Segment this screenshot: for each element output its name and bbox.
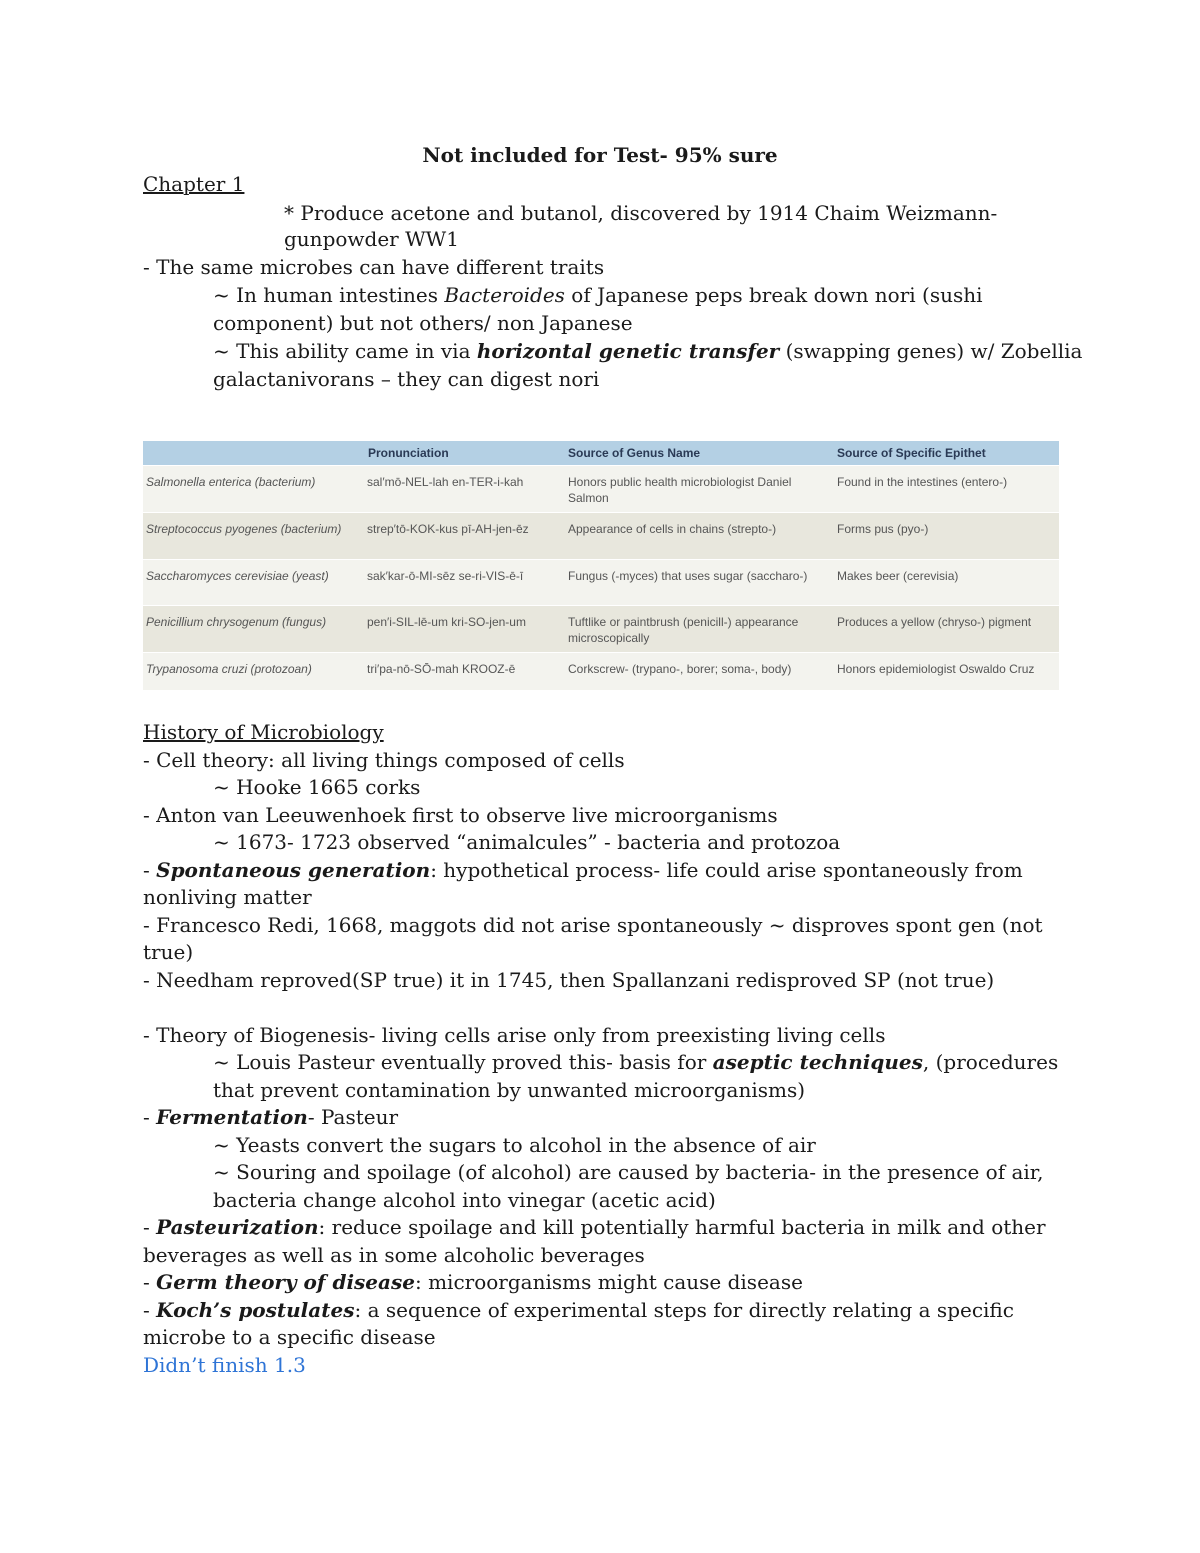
- table-row: [143, 652, 1059, 691]
- text-span: -: [143, 1270, 157, 1294]
- text-line: component) but not others/ non Japanese: [213, 311, 633, 335]
- table-cell: sal′mō-NEL-lah en-TER-i-kah: [367, 475, 524, 489]
- progress-note: Didn’t finish 1.3: [143, 1353, 306, 1377]
- text-span: ~ Louis Pasteur eventually proved this- basis for: [213, 1050, 713, 1074]
- key-term: Germ theory of disease: [156, 1270, 415, 1294]
- text-span: ~ In human intestines: [213, 283, 445, 307]
- table-cell: Produces a yellow (chryso-) pigment: [837, 615, 1032, 629]
- table-cell: Appearance of cells in chains (strepto-): [568, 522, 777, 536]
- table-cell: Honors epidemiologist Oswaldo Cruz: [837, 662, 1035, 676]
- table-cell: pen′i-SIL-lē-um kri-SO-jen-um: [367, 615, 526, 629]
- italic-term: Bacteroides: [444, 283, 565, 307]
- table-cell: Trypanosoma cruzi (protozoan): [146, 662, 312, 676]
- page-title: Not included for Test- 95% sure: [422, 143, 778, 167]
- text-span: , (procedures: [922, 1050, 1059, 1074]
- key-term: aseptic techniques: [712, 1050, 923, 1074]
- text-line: nonliving matter: [143, 885, 312, 909]
- table-cell: sak′kar-ō-MI-sēz se-ri-VIS-ē-ī: [367, 569, 524, 583]
- text-line: microbe to a specific disease: [143, 1325, 436, 1349]
- text-line: [143, 1296, 1014, 1324]
- table-cell: Makes beer (cerevisia): [837, 569, 959, 583]
- text-span: of Japanese peps break down nori (sushi: [564, 283, 983, 307]
- text-line: that prevent contamination by unwanted microorganisms): [213, 1078, 806, 1102]
- table-header: [143, 441, 1059, 465]
- text-span: -: [143, 1298, 157, 1322]
- text-span: - Pasteur: [307, 1105, 399, 1129]
- text-line: - The same microbes can have different traits: [143, 255, 605, 279]
- key-term: horizontal genetic transfer: [476, 339, 780, 363]
- text-line: [143, 856, 1023, 884]
- table-cell: Salmonella enterica (bacterium): [146, 475, 316, 489]
- table-cell: Forms pus (pyo-): [837, 522, 929, 536]
- text-line: [143, 1213, 1046, 1241]
- text-span: : hypothetical process- life could arise spontaneously from: [430, 858, 1023, 882]
- table-cell: Saccharomyces cerevisiae (yeast): [146, 569, 329, 583]
- key-term: Pasteurization: [156, 1215, 319, 1239]
- text-line: galactanivorans – they can digest nori: [213, 367, 600, 391]
- text-line: [213, 1048, 1058, 1076]
- text-span: -: [143, 1105, 157, 1129]
- text-line: - Cell theory: all living things composed of cells: [143, 748, 625, 772]
- text-line: true): [143, 940, 194, 964]
- organism-table: [143, 441, 1059, 690]
- table-cell: Penicillium chrysogenum (fungus): [146, 615, 327, 629]
- column-header: Source of Genus Name: [568, 446, 701, 460]
- table-cell: Honors public health microbiologist Daniel Salmon: [568, 475, 792, 505]
- text-span: (swapping genes) w/ Zobellia: [779, 339, 1083, 363]
- column-header: Source of Specific Epithet: [837, 446, 986, 460]
- text-line: - Anton van Leeuwenhoek first to observe live microorganisms: [143, 803, 778, 827]
- text-line: [143, 1103, 398, 1131]
- text-line: ~ Hooke 1665 corks: [213, 775, 421, 799]
- text-line: ~ Yeasts convert the sugars to alcohol in the absence of air: [213, 1133, 816, 1157]
- text-line: - Needham reproved(SP true) it in 1745, then Spallanzani redisproved SP (not true): [143, 968, 995, 992]
- text-line: beverages as well as in some alcoholic beverages: [143, 1243, 645, 1267]
- column-header: Pronunciation: [368, 446, 449, 460]
- table-cell: Found in the intestines (entero-): [837, 475, 1008, 489]
- text-line: * Produce acetone and butanol, discovered by 1914 Chaim Weizmann-: [284, 201, 998, 225]
- text-line: ~ 1673- 1723 observed “animalcules” - bacteria and protozoa: [213, 830, 841, 854]
- table-row: [143, 512, 1059, 560]
- table-row: [143, 465, 1059, 513]
- table-cell: strep′tō-KOK-kus pī-AH-jen-ēz: [367, 522, 529, 536]
- text-line: bacteria change alcohol into vinegar (acetic acid): [213, 1188, 716, 1212]
- table-cell: Tuftlike or paintbrush (penicill-) appearance microscopically: [568, 615, 799, 645]
- table-row: [143, 559, 1059, 606]
- text-line: - Theory of Biogenesis- living cells arise only from preexisting living cells: [143, 1023, 886, 1047]
- table-cell: Corkscrew- (trypano-, borer; soma-, body): [568, 662, 792, 676]
- section-heading: History of Microbiology: [143, 720, 384, 744]
- key-term: Fermentation: [156, 1105, 308, 1129]
- text-line: [213, 281, 983, 309]
- text-line: [143, 1268, 803, 1296]
- text-span: : microorganisms might cause disease: [414, 1270, 803, 1294]
- text-line: ~ Souring and spoilage (of alcohol) are caused by bacteria- in the presence of air,: [213, 1160, 1044, 1184]
- text-span: -: [143, 1215, 157, 1239]
- table-cell: Streptococcus pyogenes (bacterium): [146, 522, 342, 536]
- table-cell: Fungus (-myces) that uses sugar (saccharo-): [568, 569, 808, 583]
- text-line: - Francesco Redi, 1668, maggots did not arise spontaneously ~ disproves spont gen (not: [143, 913, 1043, 937]
- text-span: : reduce spoilage and kill potentially harmful bacteria in milk and other: [318, 1215, 1046, 1239]
- table-cell: tri′pa-nō-SŌ-mah KROOZ-ē: [367, 662, 516, 676]
- chapter-heading: Chapter 1: [143, 172, 245, 196]
- key-term: Spontaneous generation: [156, 858, 431, 882]
- text-span: : a sequence of experimental steps for directly relating a specific: [354, 1298, 1014, 1322]
- key-term: Koch’s postulates: [156, 1298, 355, 1322]
- text-span: -: [143, 858, 157, 882]
- table-row: [143, 605, 1059, 653]
- text-span: ~ This ability came in via: [213, 339, 477, 363]
- text-line: [213, 337, 1082, 365]
- text-line: gunpowder WW1: [284, 227, 459, 251]
